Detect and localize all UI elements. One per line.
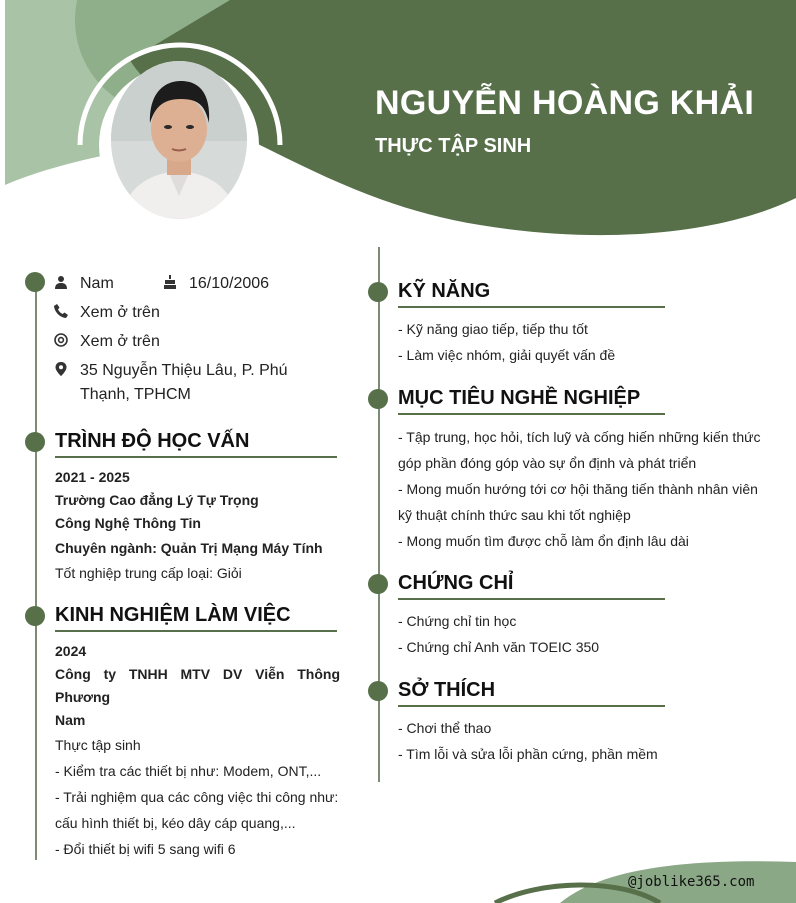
skills-underline (398, 306, 665, 308)
candidate-name: NGUYỄN HOÀNG KHẢI (375, 84, 755, 122)
experience-body (55, 640, 340, 862)
location-pin-icon (54, 362, 68, 376)
education-title: TRÌNH ĐỘ HỌC VẤN (55, 430, 250, 452)
experience-underline (55, 630, 337, 632)
gender-row (54, 272, 114, 296)
experience-duty: - Kiểm tra các thiết bị như: Modem, ONT,... (55, 763, 322, 779)
education-underline (55, 456, 337, 458)
phone-row (54, 301, 160, 325)
birthday-cake-icon (163, 275, 177, 289)
certificates-body (398, 608, 778, 660)
objective-item: - Tập trung, học hỏi, tích luỹ và cống hiến những kiến thức (398, 429, 761, 445)
watermark: @joblike365.com (628, 874, 755, 890)
certificate-item: - Chứng chỉ Anh văn TOEIC 350 (398, 639, 600, 655)
skill-item: - Làm việc nhóm, giải quyết vấn đề (398, 347, 616, 363)
address-row (54, 359, 294, 407)
certificates-underline (398, 598, 665, 600)
avatar (111, 61, 247, 219)
birthday-row (163, 272, 269, 296)
experience-title: KINH NGHIỆM LÀM VIỆC (55, 604, 291, 626)
education-grade: Tốt nghiệp trung cấp loại: Giỏi (55, 565, 242, 581)
experience-duty: cấu hình thiết bị, kéo dây cáp quang,... (55, 815, 296, 831)
skill-item: - Kỹ năng giao tiếp, tiếp thu tốt (398, 321, 588, 337)
experience-company-cont: Nam (55, 712, 86, 728)
email-value: Xem ở trên (80, 333, 160, 350)
avatar-photo (111, 61, 247, 219)
objective-item: góp phần đóng góp vào sự ổn định và phát triển (398, 455, 697, 471)
hobbies-body (398, 715, 778, 767)
objective-item: - Mong muốn tìm được chỗ làm ổn định lâu dài (398, 533, 689, 549)
education-major: Chuyên ngành: Quản Trị Mạng Máy Tính (55, 540, 323, 556)
objective-underline (398, 413, 665, 415)
education-body (55, 466, 340, 585)
skills-dot (368, 282, 388, 302)
header (375, 84, 754, 158)
experience-duty: - Đổi thiết bị wifi 5 sang wifi 6 (55, 841, 236, 857)
certificates-dot (368, 574, 388, 594)
education-period: 2021 - 2025 (55, 469, 130, 485)
birthday-value: 16/10/2006 (189, 275, 270, 292)
left-timeline-line (35, 275, 37, 860)
contact-dot (25, 272, 45, 292)
right-timeline-line (378, 247, 380, 782)
education-dot (25, 432, 45, 452)
experience-year: 2024 (55, 643, 87, 659)
objective-title: MỤC TIÊU NGHỀ NGHIỆP (398, 387, 641, 409)
objective-item: - Mong muốn hướng tới cơ hội thăng tiến thành nhân viên (398, 481, 758, 497)
objective-dot (368, 389, 388, 409)
hobbies-title: SỞ THÍCH (398, 679, 496, 701)
objective-body (398, 424, 788, 554)
address-value: 35 Nguyễn Thiệu Lâu, P. Phú Thạnh, TPHCM (80, 362, 288, 403)
certificates-title: CHỨNG CHỈ (398, 572, 514, 594)
person-icon (54, 275, 68, 289)
experience-dot (25, 606, 45, 626)
phone-icon (54, 304, 68, 318)
education-school: Trường Cao đẳng Lý Tự Trọng (55, 492, 259, 508)
education-faculty: Công Nghệ Thông Tin (55, 515, 201, 531)
gender-value: Nam (80, 275, 114, 292)
skills-title: KỸ NĂNG (398, 280, 491, 302)
candidate-role: THỰC TẬP SINH (375, 135, 532, 157)
email-row (54, 330, 160, 354)
hobbies-dot (368, 681, 388, 701)
experience-position: Thực tập sinh (55, 737, 141, 753)
hobby-item: - Tìm lỗi và sửa lỗi phần cứng, phần mềm (398, 746, 658, 762)
experience-duty: - Trải nghiệm qua các công việc thi công như: (55, 789, 339, 805)
certificate-item: - Chứng chỉ tin học (398, 613, 517, 629)
at-sign-icon (54, 333, 68, 347)
hobby-item: - Chơi thể thao (398, 720, 492, 736)
hobbies-underline (398, 705, 665, 707)
experience-company: Công ty TNHH MTV DV Viễn Thông Phương (55, 666, 340, 705)
objective-item: kỹ thuật chính thức sau khi tốt nghiệp (398, 507, 631, 523)
skills-body (398, 316, 778, 368)
phone-value: Xem ở trên (80, 304, 160, 321)
